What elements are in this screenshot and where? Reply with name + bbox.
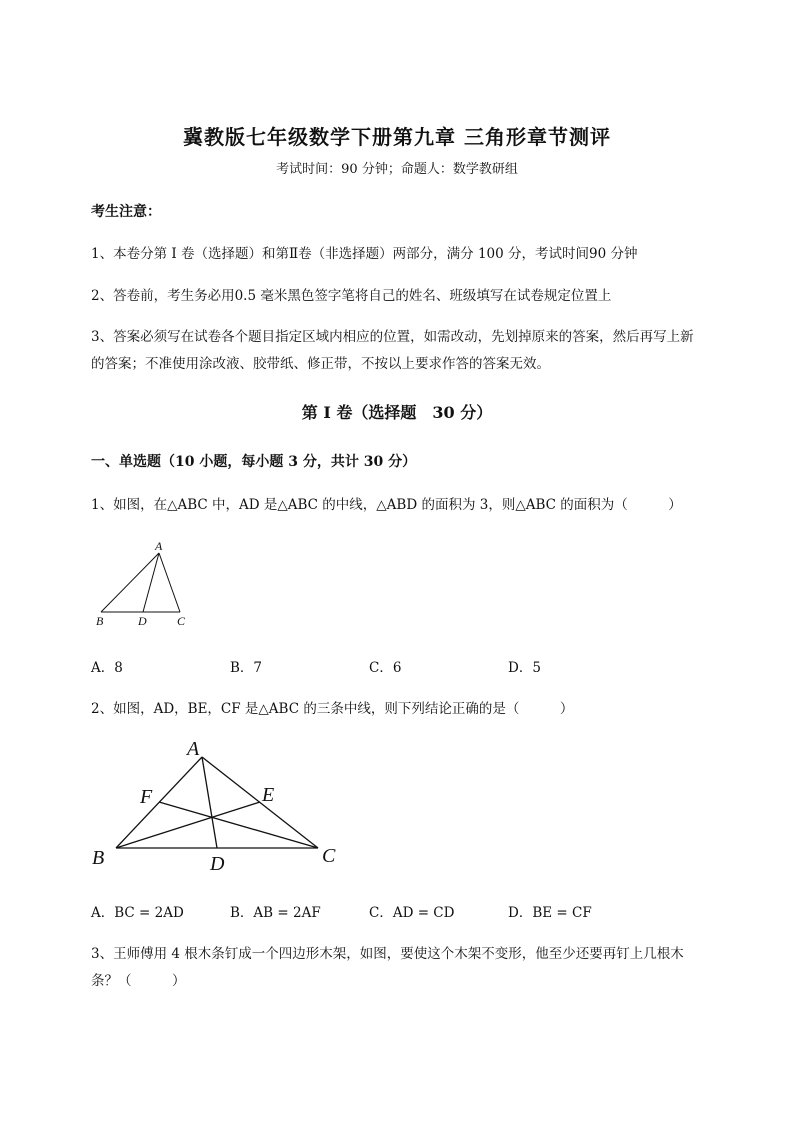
q2-option-a[interactable]: A．BC = 2AD [91, 905, 184, 921]
q1-label-b: B [96, 614, 104, 628]
notice-heading: 考生注意： [91, 204, 161, 220]
notice-item-3-line-2: 的答案；不准使用涂改液、胶带纸、修正带，不按以上要求作答的答案无效。 [91, 356, 550, 372]
exam-info: 考试时间：90 分钟；命题人：数学教研组 [276, 162, 518, 177]
page-title: 冀教版七年级数学下册第九章 三角形章节测评 [183, 125, 611, 149]
notice-item-3-line-1: 3、答案必须写在试卷各个题目指定区域内相应的位置，如需改动，先划掉原来的答案，然后再写上新 [91, 329, 694, 345]
q1-option-d[interactable]: D．5 [508, 660, 541, 676]
question-2-text: 2、如图，AD，BE，CF 是△ABC 的三条中线，则下列结论正确的是（ ） [91, 701, 574, 717]
q2-label-e: E [262, 784, 275, 806]
question-1-text: 1、如图，在△ABC 中，AD 是△ABC 的中线，△ABD 的面积为 3，则△ABC 的面积为（ ） [91, 497, 682, 513]
q1-option-c[interactable]: C．6 [369, 660, 402, 676]
question-3-text-line-2: 条？（ ） [91, 973, 186, 989]
q1-label-c: C [177, 614, 186, 628]
q1-option-a[interactable]: A．8 [91, 660, 123, 676]
q2-label-c: C [322, 845, 336, 867]
q2-option-d[interactable]: D．BE = CF [508, 905, 592, 921]
q2-label-a: A [187, 738, 200, 760]
question-3-text-line-1: 3、王师傅用 4 根木条钉成一个四边形木架，如图，要使这个木架不变形，他至少还要再钉上几根木 [91, 946, 684, 962]
q2-label-b: B [92, 847, 105, 869]
q1-label-d: D [138, 614, 147, 628]
q2-option-c[interactable]: C．AD = CD [369, 905, 455, 921]
q2-option-b[interactable]: B．AB = 2AF [230, 905, 321, 921]
notice-item-1: 1、本卷分第 I 卷（选择题）和第Ⅱ卷（非选择题）两部分，满分 100 分，考试时间90 分钟 [91, 246, 638, 262]
notice-item-2: 2、答卷前，考生务必用0.5 毫米黑色签字笔将自己的姓名、班级填写在试卷规定位置上 [91, 288, 612, 304]
q2-label-f: F [140, 786, 153, 808]
q2-label-d: D [210, 853, 225, 875]
section-title: 第 I 卷（选择题 30 分） [301, 403, 493, 422]
q1-option-b[interactable]: B．7 [230, 660, 263, 676]
part-title: 一、单选题（10 小题，每小题 3 分，共计 30 分） [91, 454, 417, 470]
q1-label-a: A [155, 539, 163, 553]
